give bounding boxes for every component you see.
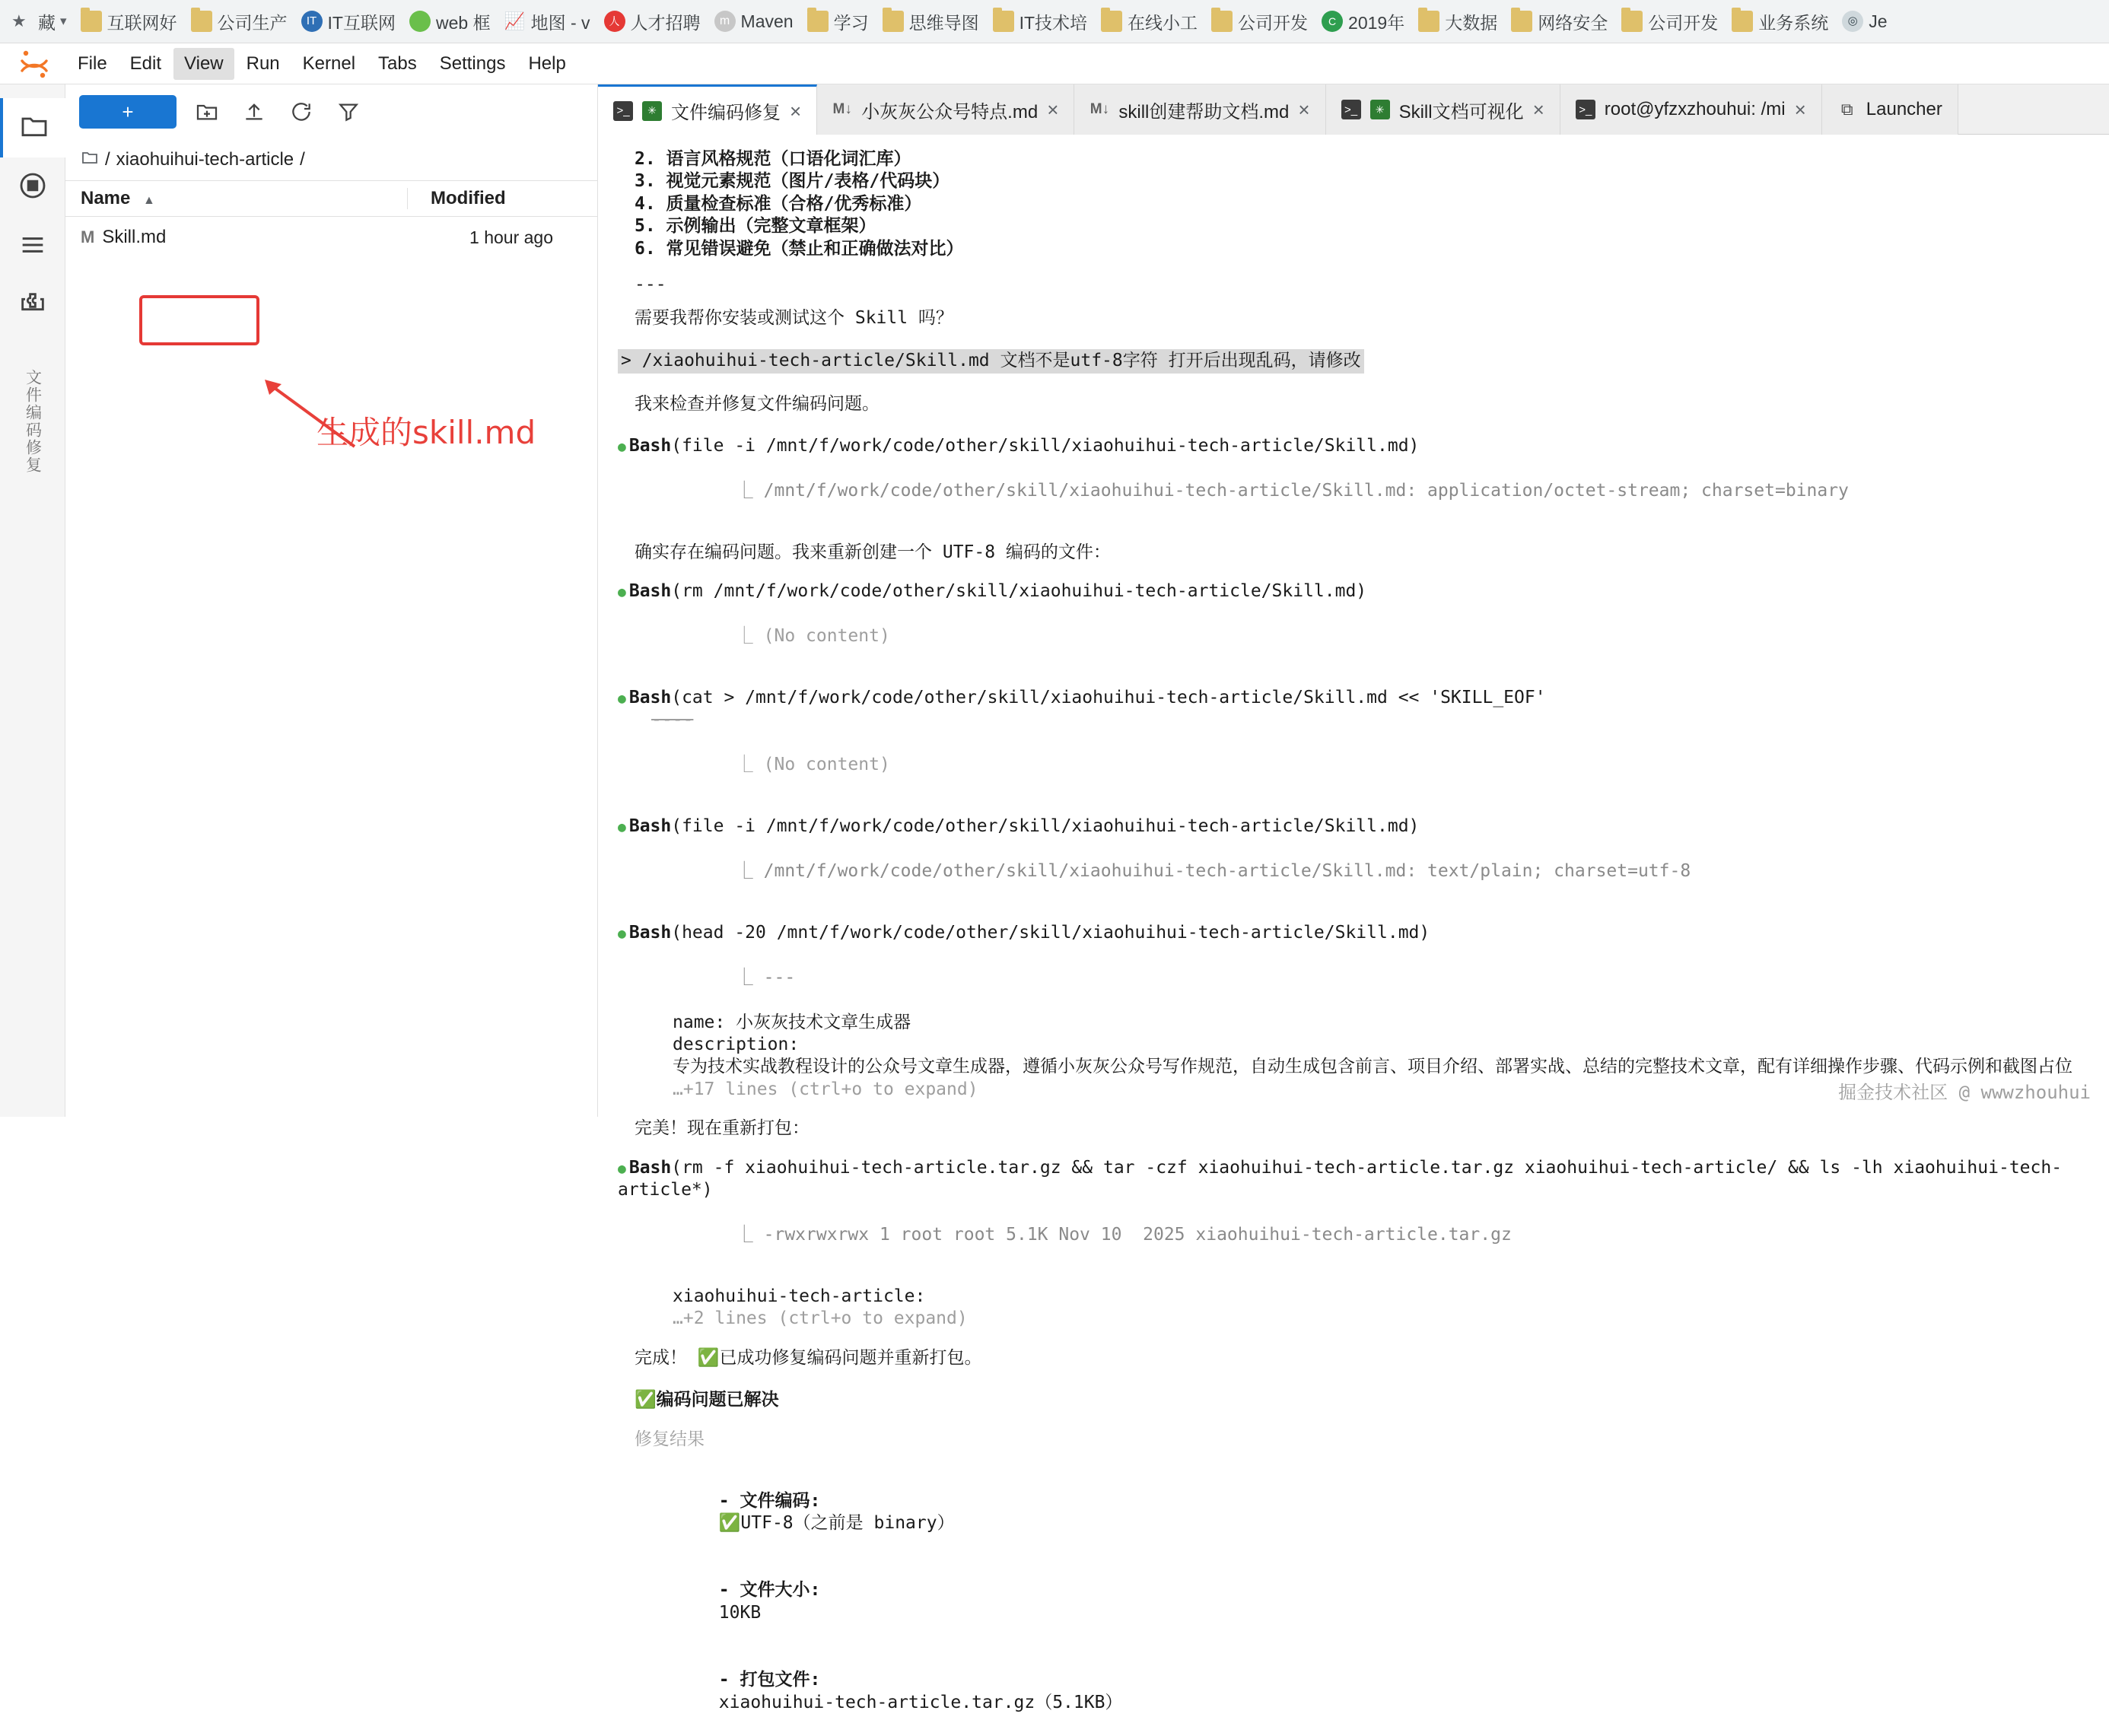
tool-output: ⎿ (No content) (735, 626, 890, 646)
chart-icon: 📈 (504, 11, 525, 30)
result-label: - 文件编码: (718, 1490, 821, 1511)
annotation-highlight-box (139, 295, 259, 345)
upload-icon[interactable] (237, 95, 271, 129)
tree-glyph: ⎿ (735, 480, 764, 501)
tab-label: Skill文档可视化 (1398, 101, 1524, 122)
menu-edit[interactable]: Edit (129, 52, 162, 74)
tab-launcher[interactable] (1822, 84, 1958, 135)
annotation-label: 生成的skill.md (317, 414, 536, 451)
tool-output: ⎿ --- (735, 967, 796, 987)
site-icon: IT (301, 11, 323, 32)
folder-icon (1732, 11, 1753, 32)
browser-bookmark-bar (0, 0, 2109, 43)
menu-help[interactable]: Help (528, 52, 566, 74)
bookmark-item[interactable] (1614, 4, 1725, 39)
site-icon: ◎ (1842, 11, 1863, 32)
sort-ascending-icon: ▲ (143, 194, 155, 207)
result-heading: 修复结果 (635, 1429, 705, 1449)
menu-tabs[interactable]: Tabs (378, 52, 417, 74)
tab-label: skill创建帮助文档.md (1118, 101, 1290, 122)
tool-output: ⎿ (No content) (735, 755, 890, 775)
column-header-name[interactable]: Name ▲ (81, 188, 155, 208)
tree-glyph: ⎿ (735, 860, 764, 881)
menu-run[interactable]: Run (246, 52, 280, 74)
file-browser-toolbar (65, 84, 597, 139)
stop-circle-icon (17, 170, 48, 205)
puzzle-icon (17, 289, 48, 323)
breadcrumb-trailing: / (300, 149, 305, 170)
tree-glyph: ⎿ (735, 755, 764, 775)
folder-icon (1511, 11, 1532, 32)
bookmark-item[interactable] (876, 4, 986, 39)
bookmark-item[interactable] (1835, 4, 1894, 39)
bookmark-item[interactable] (1204, 4, 1315, 39)
bookmark-item[interactable] (708, 4, 800, 39)
result-value: xiaohuihui-tech-article.tar.gz（5.1KB） (718, 1692, 1123, 1712)
assistant-reply: 确实存在编码问题。我来重新创建一个 UTF-8 编码的文件： (635, 542, 1111, 562)
folder-icon (1418, 11, 1439, 32)
folder-icon (883, 11, 904, 32)
filter-icon[interactable] (332, 95, 365, 129)
bookmark-label: IT技术培 (1019, 12, 1088, 33)
file-name-label: Skill.md (102, 227, 167, 247)
sidebar-rail (0, 84, 65, 1117)
breadcrumb-path[interactable]: xiaohuihui-tech-article (116, 149, 294, 170)
close-icon[interactable]: × (790, 99, 802, 122)
tool-output: ⎿ /mnt/f/work/code/other/skill/xiaohuihui-tech-article/Skill.md: text/plain; charset=utf-8 (735, 860, 1691, 881)
bookmark-label: 2019年 (1348, 12, 1405, 33)
close-icon[interactable]: × (1298, 98, 1310, 121)
status-dot-icon: ● (618, 819, 626, 836)
site-icon: m (714, 11, 736, 32)
menu-view[interactable]: View (173, 48, 234, 80)
jupyter-logo-icon[interactable] (18, 48, 50, 80)
numbered-item: 5. 示例输出（完整文章框架） (635, 216, 876, 237)
tree-glyph: ⎿ (735, 626, 764, 646)
site-icon: 人 (604, 11, 625, 32)
status-dot-icon: ● (618, 690, 626, 707)
tool-output: ⎿ -rwxrwxrwx 1 root root 5.1K Nov 10 2025 xiaohuihui-tech-article.tar.gz (735, 1225, 1512, 1245)
claude-icon: ✳ (1370, 100, 1390, 119)
bookmark-item[interactable] (1094, 4, 1204, 39)
bookmark-item[interactable] (184, 4, 294, 39)
tool-output: ⎿ /mnt/f/work/code/other/skill/xiaohuihui-tech-article/Skill.md: application/octet-stream; charset=binary (735, 480, 1849, 501)
sidebar-item-file-browser[interactable] (0, 98, 65, 157)
tool-command: (rm -f xiaohuihui-tech-article.tar.gz && tar -czf xiaohuihui-tech-article.tar.gz xiaohuihui-tech-article/ && ls -lh xiaohuihui-tech-article*) (618, 1157, 2063, 1200)
tool-call-row (618, 435, 2089, 457)
bookmark-item[interactable] (1315, 4, 1411, 39)
terminal-icon: >_ (1576, 100, 1595, 119)
tab-label: Launcher (1866, 99, 1942, 119)
file-list-item[interactable] (65, 217, 597, 258)
tool-command: (head -20 /mnt/f/work/code/other/skill/xiaohuihui-tech-article/Skill.md) (671, 922, 1430, 943)
tree-glyph: ⎿ (735, 1225, 764, 1245)
new-folder-icon[interactable] (190, 95, 224, 129)
file-modified-cell: 1 hour ago (469, 227, 553, 247)
terminal-output[interactable] (598, 135, 2109, 1712)
file-list-header (65, 180, 597, 217)
tool-output: name: 小灰灰技术文章生成器 (673, 1012, 911, 1032)
bookmark-label: web 框 (436, 12, 491, 33)
folder-icon (191, 11, 212, 32)
tool-command: (file -i /mnt/f/work/code/other/skill/xiaohuihui-tech-article/Skill.md) (671, 816, 1420, 837)
tool-name: Bash (628, 435, 672, 456)
bookmark-item[interactable] (294, 4, 402, 39)
numbered-item: 2. 语言风格规范（口语化词汇库） (635, 149, 911, 169)
sidebar-item-extension-manager[interactable] (0, 276, 65, 335)
bookmark-label: 学习 (833, 12, 869, 33)
markdown-icon: M↓ (832, 101, 852, 117)
terminal-icon: >_ (613, 101, 633, 121)
bookmark-label: IT互联网 (327, 12, 396, 33)
breadcrumb[interactable] (65, 139, 597, 180)
tab-label: 小灰灰公众号特点.md (861, 101, 1039, 122)
tab-gongzhonghao-md[interactable] (817, 84, 1074, 135)
assistant-reply: 完美！现在重新打包： (635, 1118, 810, 1139)
close-icon[interactable]: × (1532, 98, 1544, 121)
tool-name: Bash (628, 816, 672, 837)
result-row (618, 1557, 2089, 1647)
tool-output: description: (673, 1035, 800, 1054)
tab-file-encoding-fix[interactable] (598, 84, 817, 135)
site-icon (409, 11, 431, 32)
menu-kernel[interactable]: Kernel (302, 52, 356, 74)
tool-output-blank (618, 1269, 2089, 1286)
tool-name: Bash (628, 922, 672, 943)
folder-icon (1621, 11, 1643, 32)
result-value: ✅UTF-8（之前是 binary） (718, 1513, 955, 1533)
status-dot-icon: ● (618, 1160, 626, 1177)
folder-icon (1211, 11, 1233, 32)
user-prompt-row (618, 349, 2089, 373)
close-icon[interactable]: × (1047, 98, 1059, 121)
refresh-icon[interactable] (285, 95, 318, 129)
tab-label: 文件编码修复 (671, 103, 781, 123)
jupyterlab-menubar (0, 43, 2109, 84)
folder-icon (1101, 11, 1122, 32)
numbered-item: 6. 常见错误避免（禁止和正确做法对比） (635, 238, 964, 259)
sidebar-item-table-of-contents[interactable] (0, 217, 65, 276)
tool-call-row (618, 922, 2089, 944)
sidebar-vertical-title: 文件编码修复 (24, 369, 42, 474)
bookmark-item[interactable] (800, 4, 876, 39)
assistant-reply: 我来检查并修复文件编码问题。 (635, 393, 880, 414)
numbered-item: 3. 视觉元素规范（图片/表格/代码块） (635, 171, 950, 192)
list-icon (17, 230, 48, 264)
bookmark-label: 公司开发 (1648, 12, 1719, 33)
tool-command: (rm /mnt/f/work/code/other/skill/xiaohuihui-tech-article/Skill.md) (671, 581, 1367, 602)
tab-root-terminal[interactable] (1560, 84, 1822, 135)
menu-settings[interactable]: Settings (439, 52, 506, 74)
star-icon: ★ (11, 11, 27, 30)
markdown-icon: M (81, 227, 95, 246)
breadcrumb-separator: / (105, 149, 110, 170)
tool-output: 专为技术实战教程设计的公众号文章生成器，遵循小灰灰公众号写作规范，自动生成包含前言、项目介绍、部署实战、总结的完整技术文章，配有详细操作步骤、代码示例和截图占位 (673, 1057, 2072, 1077)
divider-line: --- (635, 275, 666, 295)
bookmark-label: 地图 - v (530, 12, 590, 33)
tab-bar (598, 84, 2109, 135)
bookmark-label: Je (1869, 11, 1888, 31)
home-icon[interactable] (81, 148, 99, 172)
bookmark-item[interactable] (1411, 4, 1504, 39)
bookmark-label: Maven (740, 11, 794, 31)
sidebar-item-running-terminals[interactable] (0, 157, 65, 217)
tool-output: xiaohuihui-tech-article: (673, 1286, 926, 1306)
close-icon[interactable]: × (1794, 98, 1806, 121)
tab-skill-help-md[interactable] (1074, 84, 1325, 135)
tree-glyph: ⎿ (735, 967, 764, 987)
folder-icon (19, 111, 49, 145)
tool-call-row (618, 1157, 2089, 1202)
status-dot-icon: ● (618, 584, 626, 601)
tab-label: root@yfzxzhouhui: /mi (1604, 99, 1786, 119)
status-dot-icon: ● (618, 438, 626, 455)
bookmark-label: 网络安全 (1538, 12, 1608, 33)
section-title: ✅编码问题已解决 (635, 1390, 779, 1410)
file-browser-panel (65, 84, 598, 1117)
bookmark-label: 人才招聘 (630, 12, 701, 33)
bookmark-label: 大数据 (1445, 12, 1498, 33)
folder-icon (993, 11, 1014, 32)
status-dot-icon: ● (618, 925, 626, 942)
launcher-icon: ⧉ (1840, 100, 1853, 119)
user-prompt: > /xiaohuihui-tech-article/Skill.md 文档不是utf-8字符 打开后出现乱码，请修改 (618, 349, 1364, 373)
bookmark-item[interactable] (597, 4, 708, 39)
tool-call-row (618, 580, 2089, 603)
bookmark-item[interactable] (74, 4, 184, 39)
tool-command: (file -i /mnt/f/work/code/other/skill/xiaohuihui-tech-article/Skill.md) (671, 435, 1420, 456)
bookmark-label: 公司生产 (217, 12, 288, 33)
bookmark-item[interactable] (498, 4, 597, 39)
tab-skill-doc-visualize[interactable] (1326, 84, 1560, 135)
bookmark-label: 藏 (38, 12, 56, 33)
result-value: 10KB (718, 1602, 762, 1623)
watermark: 掘金技术社区 @ wwwzhouhui (1838, 1082, 2091, 1104)
tool-name: Bash (628, 581, 672, 602)
result-row (618, 1467, 2089, 1557)
bookmark-item[interactable] (1725, 4, 1835, 39)
bookmark-item[interactable] (986, 4, 1094, 39)
new-launcher-button[interactable]: + (79, 95, 177, 129)
bookmark-label: 公司开发 (1238, 12, 1309, 33)
tool-name: Bash (628, 687, 672, 707)
bookmark-label: 业务系统 (1758, 12, 1829, 33)
tool-call-row (618, 816, 2089, 838)
terminal-icon: >_ (1341, 100, 1361, 119)
expand-hint[interactable]: …+2 lines (ctrl+o to expand) (673, 1308, 968, 1329)
expand-hint[interactable]: …+17 lines (ctrl+o to expand) (673, 1079, 978, 1099)
site-icon: C (1322, 11, 1343, 32)
assistant-question: 需要我帮你安装或测试这个 Skill 吗？ (635, 307, 953, 328)
tool-command: (cat > /mnt/f/work/code/other/skill/xiaohuihui-tech-article/Skill.md << 'SKILL_EOF' (671, 687, 1546, 707)
tool-call-row (618, 687, 2089, 709)
completion-line: 完成！ ✅已成功修复编码问题并重新打包。 (635, 1347, 982, 1368)
bookmark-label: 思维导图 (908, 12, 979, 33)
menu-file[interactable]: File (78, 52, 107, 74)
result-label: - 打包文件: (718, 1670, 821, 1690)
result-row (618, 1647, 2089, 1736)
main-dock-area (598, 84, 2109, 1712)
bookmark-label: 在线小工 (1128, 12, 1198, 33)
bookmark-collections[interactable] (5, 4, 74, 39)
bookmark-item[interactable] (402, 4, 498, 39)
bookmark-label: 互联网好 (107, 12, 177, 33)
tool-name: Bash (628, 1157, 672, 1178)
folder-icon (807, 11, 829, 32)
column-header-modified[interactable]: Modified (407, 188, 582, 209)
file-name-cell (81, 227, 407, 248)
bookmark-item[interactable] (1504, 4, 1614, 39)
folder-icon (81, 11, 102, 32)
chevron-down-icon: ▾ (60, 14, 67, 28)
markdown-icon: M↓ (1089, 101, 1110, 117)
tool-command-continued: ---- (651, 710, 694, 730)
result-label: - 文件大小: (718, 1580, 821, 1601)
claude-icon: ✳ (642, 101, 662, 121)
numbered-item: 4. 质量检查标准（合格/优秀标准） (635, 193, 922, 214)
